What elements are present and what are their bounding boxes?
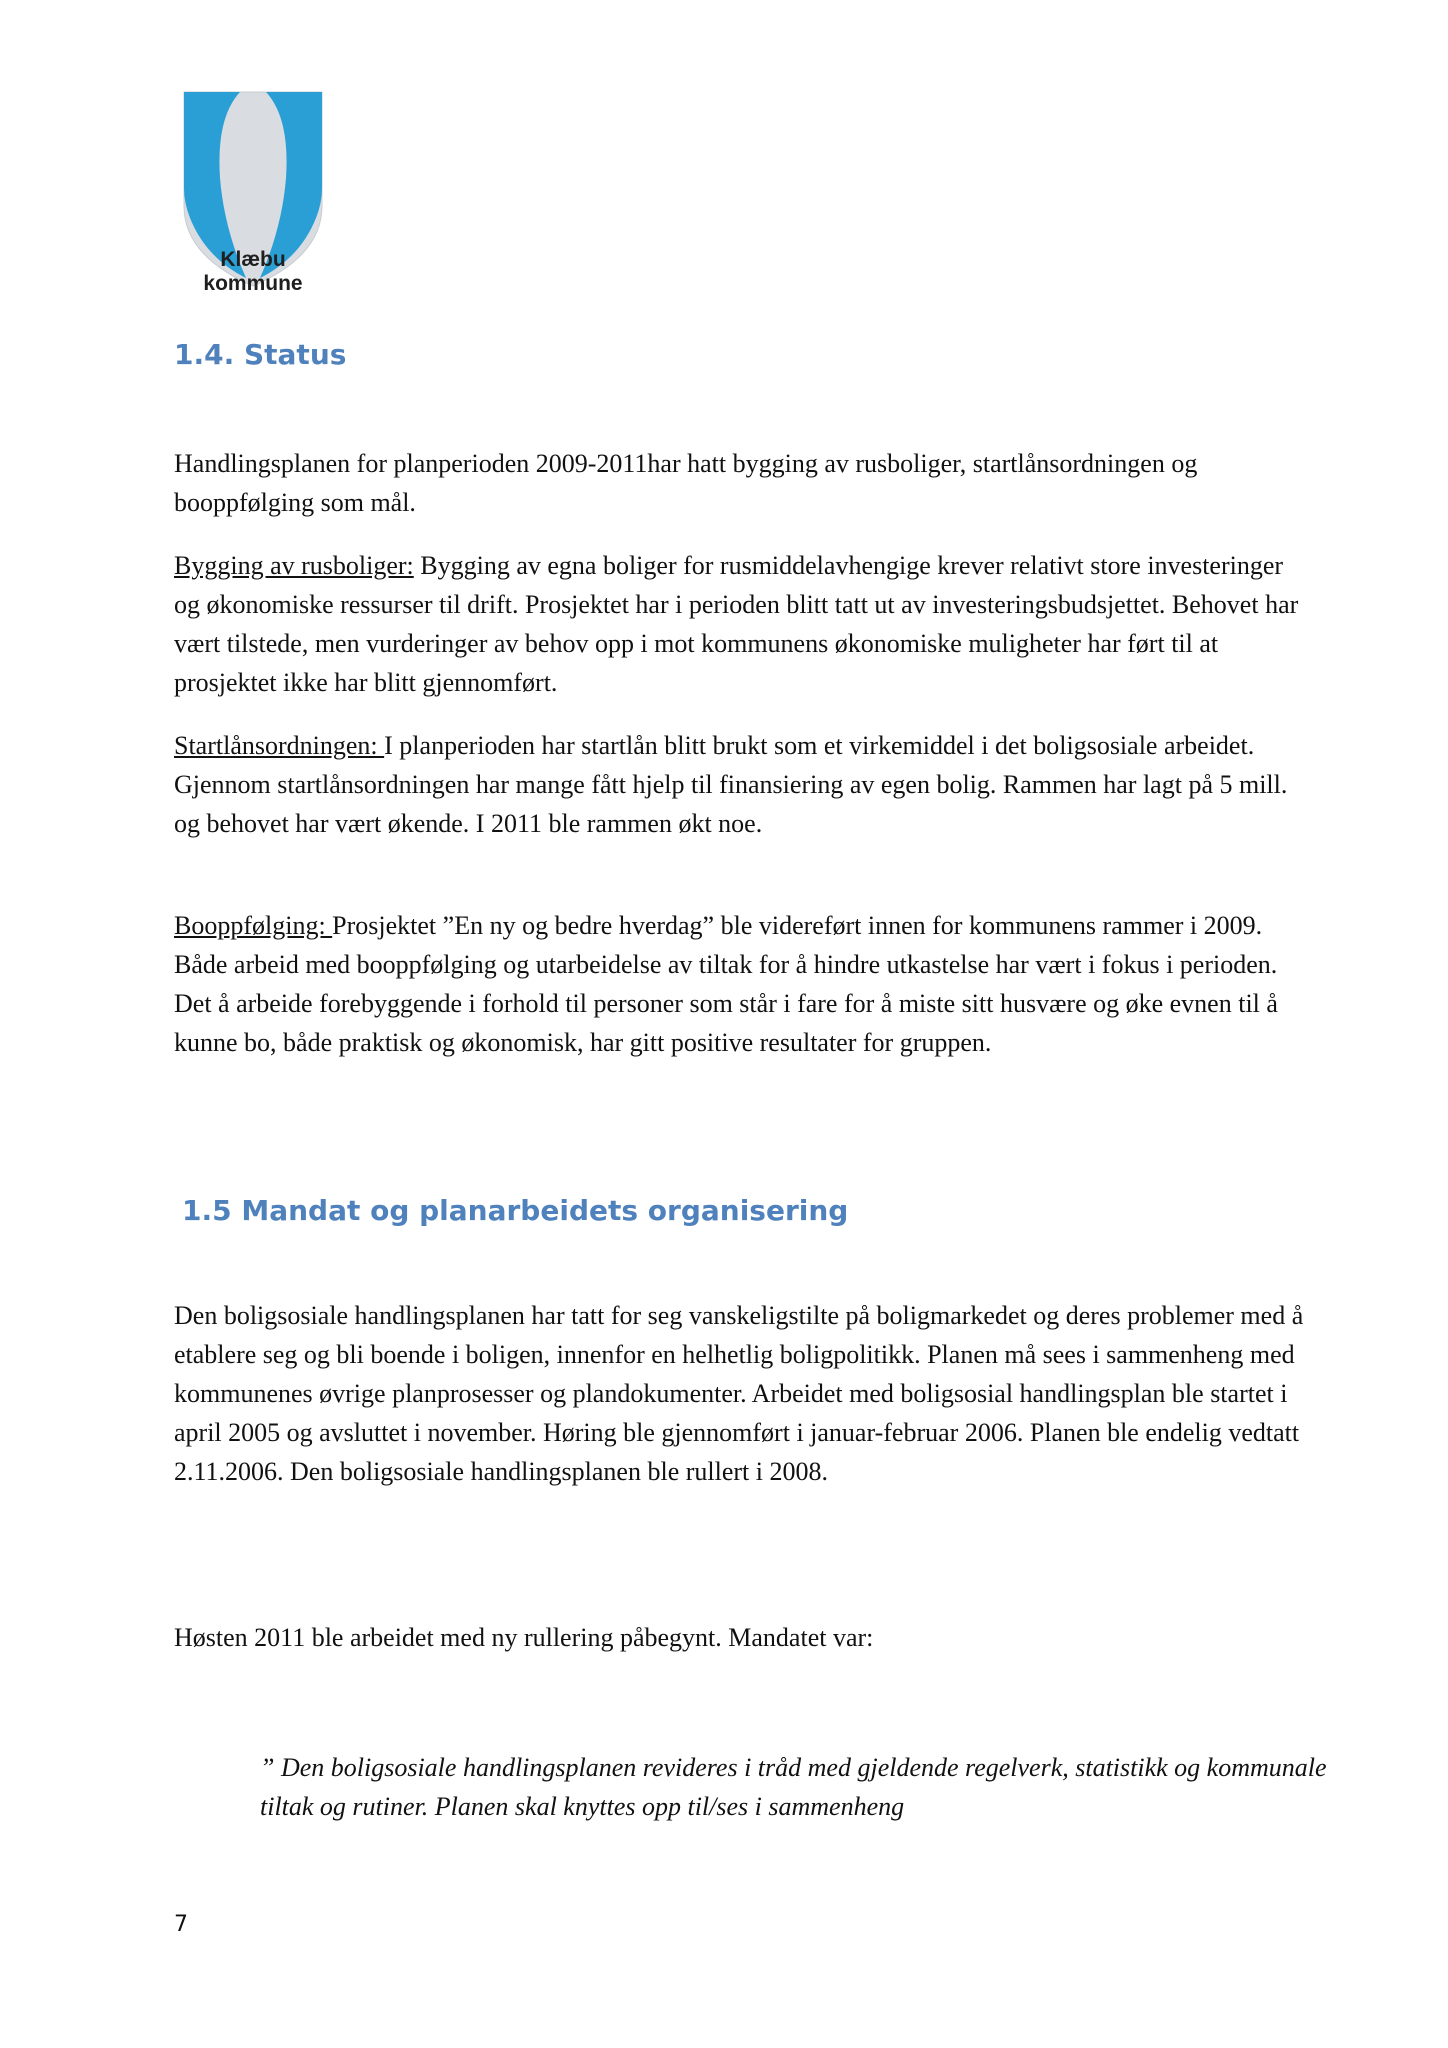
booppfolging-label: Booppfølging: bbox=[174, 911, 333, 940]
status-intro-paragraph: Handlingsplanen for planperioden 2009-2011har hatt bygging av rusboliger, startlånsordningen og booppfølging som mål. bbox=[174, 449, 1198, 517]
rusboliger-label: Bygging av rusboliger: bbox=[174, 551, 414, 580]
section-heading-mandat: 1.5 Mandat og planarbeidets organisering bbox=[182, 1194, 849, 1227]
rusboliger-text: Bygging av egna boliger for rusmiddelavhengige krever relativt store investeringer og økonomiske ressurser til drift. Prosjektet har i perioden blitt tatt ut av investeringsbudsjettet. Behovet har vært tilstede, men vurderinger av behov opp i mot kommunens økonomiske muligheter har ført til at prosjektet ikke har blitt gjennomført. bbox=[174, 551, 1299, 697]
section-heading-status: 1.4. Status bbox=[174, 338, 347, 371]
mandat-paragraph-1: Den boligsosiale handlingsplanen har tatt for seg vanskeligstilte på boligmarkedet og deres problemer med å etablere seg og bli boende i boligen, innenfor en helhetlig boligpolitikk. Planen må sees i sammenheng med kommunenes øvrige planprosesser og plandokumenter. Arbeidet med boligsosial handlingsplan ble startet i april 2005 og avsluttet i november. Høring ble gjennomført i januar-februar 2006. Planen ble endelig vedtatt 2.11.2006. Den boligsosiale handlingsplanen ble rullert i 2008. bbox=[174, 1301, 1304, 1486]
page-number: 7 bbox=[174, 1912, 188, 1937]
startlan-paragraph bbox=[174, 726, 1304, 843]
mandat-paragraph-2: Høsten 2011 ble arbeidet med ny rullering påbegynt. Mandatet var: bbox=[174, 1623, 874, 1652]
logo-municipality-sub: kommune bbox=[203, 272, 303, 295]
booppfolging-paragraph bbox=[174, 906, 1304, 1062]
startlan-text: I planperioden har startlån blitt brukt som et virkemiddel i det boligsosiale arbeidet. Gjennom startlånsordningen har mange fått hjelp til finansiering av egen bolig. Rammen har lagt på 5 mill. og behovet har vært økende. I 2011 ble rammen økt noe. bbox=[174, 731, 1288, 838]
logo-municipality-name: Klæbu bbox=[220, 248, 286, 271]
rusboliger-paragraph bbox=[174, 546, 1304, 702]
booppfolging-text: Prosjektet ”En ny og bedre hverdag” ble videreført innen for kommunens rammer i 2009. Både arbeid med booppfølging og utarbeidelse av tiltak for å hindre utkastelse har vært i fokus i perioden. Det å arbeide forebyggende i forhold til personer som står i fare for å miste sitt husvære og øke evnen til å kunne bo, både praktisk og økonomisk, har gitt positive resultater for gruppen. bbox=[174, 911, 1278, 1057]
mandate-quote: ” Den boligsosiale handlingsplanen revideres i tråd med gjeldende regelverk, statistikk og kommunale tiltak og rutiner. Planen skal knyttes opp til/ses i sammenheng bbox=[260, 1753, 1327, 1821]
startlan-label: Startlånsordningen: bbox=[174, 731, 385, 760]
